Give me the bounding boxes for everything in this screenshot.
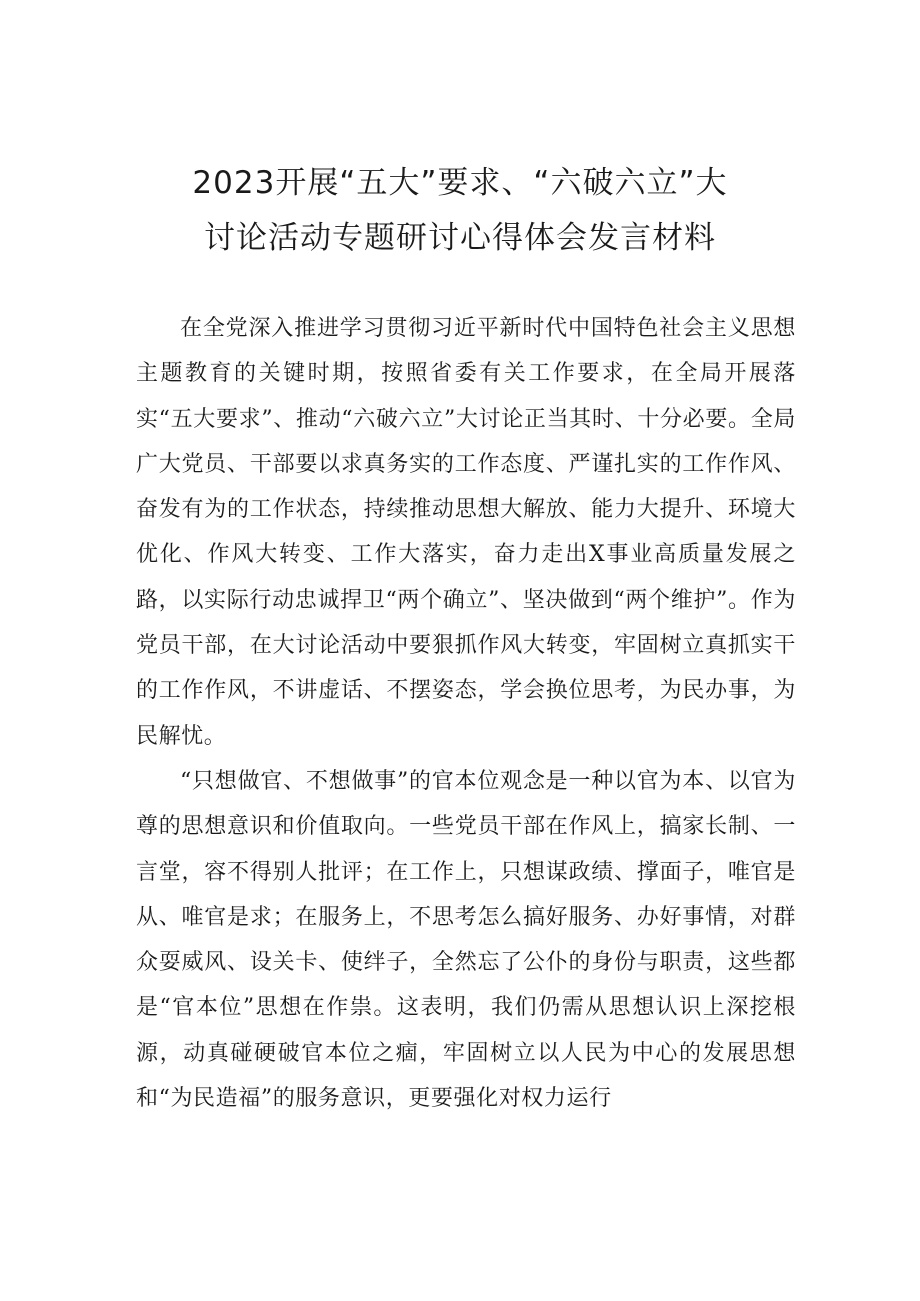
document-body (136, 306, 796, 1121)
document-title-line-1: 2023开展“五大”要求、“六破六立”大 (192, 165, 728, 201)
body-paragraph-1: 在全党深入推进学习贯彻习近平新时代中国特色社会主义思想主题教育的关键时期，按照省委有关工作要求，在全局开展落实“五大要求”、推动“六破六立”大讨论正当其时、十分必要。全局广大党员、干部要以求真务实的工作态度、严谨扎实的工作作风、奋发有为的工作状态，持续推动思想大解放、能力大提升、环境大优化、作风大转变、工作大落实，奋力走出X事业高质量发展之路，以实际行动忠诚捍卫“两个确立”、坚决做到“两个维护”。作为党员干部，在大讨论活动中要狠抓作风大转变，牢固树立真抓实干的工作作风，不讲虚话、不摆姿态，学会换位思考，为民办事，为民解忧。 (136, 316, 796, 749)
document-title-line-2: 讨论活动专题研讨心得体会发言材料 (204, 220, 716, 256)
body-paragraph-2: “只想做官、不想做事”的官本位观念是一种以官为本、以官为尊的思想意识和价值取向。一些党员干部在作风上，搞家长制、一言堂，容不得别人批评；在工作上，只想谋政绩、撑面子，唯官是从、唯官是求；在服务上，不思考怎么搞好服务、办好事情，对群众耍威风、设关卡、使绊子，全然忘了公仆的身份与职责，这些都是“官本位”思想在作祟。这表明，我们仍需从思想认识上深挖根源，动真碰硬破官本位之痼，牢固树立以人民为中心的发展思想和“为民造福”的服务意识，更要强化对权力运行 (136, 768, 796, 1112)
